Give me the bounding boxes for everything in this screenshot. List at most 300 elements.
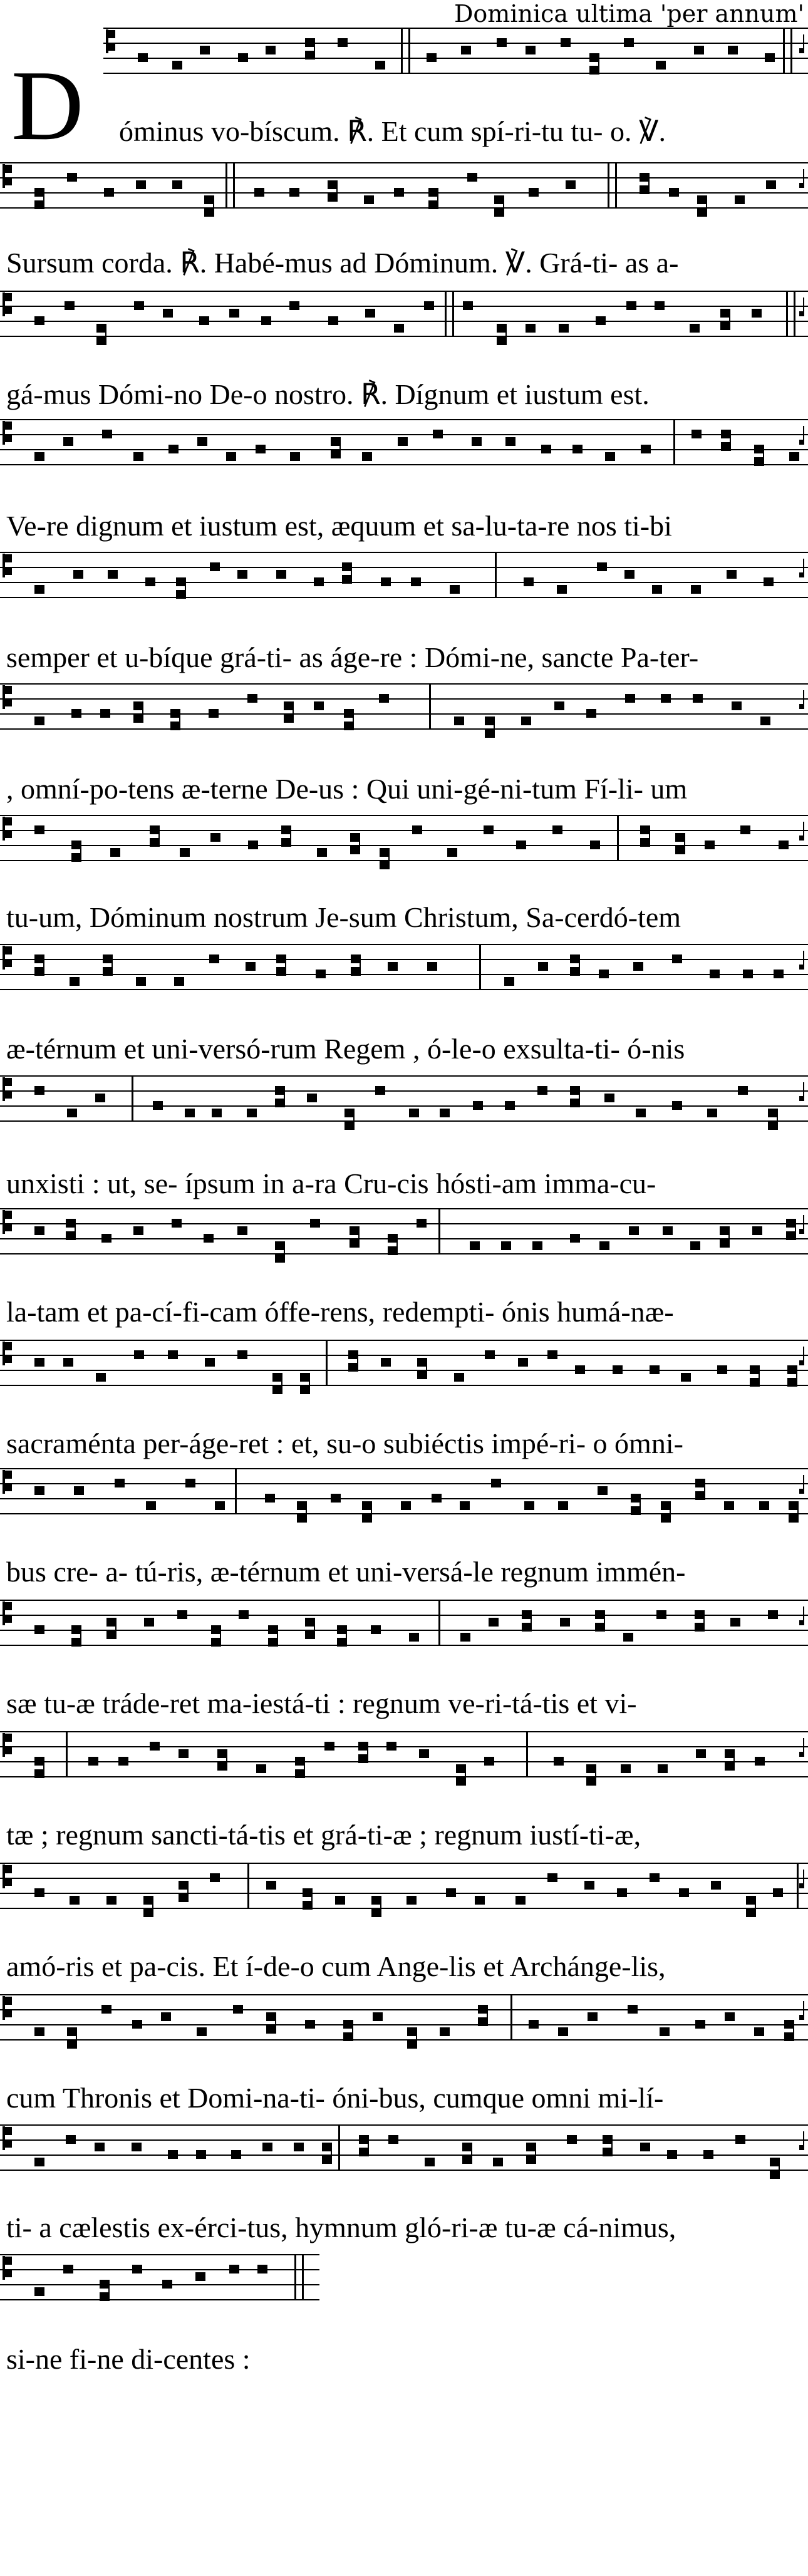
podatus-neume xyxy=(352,2020,353,2041)
punctum-neume xyxy=(179,1881,189,1890)
punctum-neume xyxy=(693,694,703,703)
punctum-neume xyxy=(779,841,789,849)
podatus-neume xyxy=(176,590,186,599)
custos-icon xyxy=(803,1475,804,1491)
punctum-neume xyxy=(34,1757,44,1766)
podatus-neume xyxy=(695,1491,705,1500)
punctum-neume xyxy=(247,694,257,703)
punctum-neume xyxy=(305,38,315,47)
podatus-neume xyxy=(80,841,81,862)
custos-icon xyxy=(803,426,804,442)
punctum-neume xyxy=(631,1494,641,1503)
punctum-neume xyxy=(344,709,354,718)
punctum-neume xyxy=(470,1241,480,1250)
podatus-neume xyxy=(105,324,106,345)
podatus-neume xyxy=(303,1901,313,1910)
punctum-neume xyxy=(432,1494,442,1503)
punctum-neume xyxy=(314,701,324,710)
punctum-neume xyxy=(516,841,526,849)
punctum-neume xyxy=(557,585,567,594)
punctum-neume xyxy=(489,1618,499,1627)
punctum-neume xyxy=(145,577,155,586)
punctum-neume xyxy=(518,1358,528,1367)
punctum-neume xyxy=(34,954,44,963)
punctum-neume xyxy=(735,195,745,204)
punctum-neume xyxy=(547,1350,557,1359)
punctum-neume xyxy=(695,2020,705,2029)
punctum-neume xyxy=(603,2135,613,2144)
podatus-neume xyxy=(353,709,354,730)
podatus-neume xyxy=(729,309,730,330)
punctum-neume xyxy=(720,1226,730,1235)
staff-system xyxy=(0,552,808,599)
punctum-neume xyxy=(101,1234,111,1243)
punctum-neume xyxy=(197,437,207,446)
podatus-neume xyxy=(295,1769,305,1778)
lyric-line: gá-mus Dómi-no De-o nostro. ℟. Dígnum et iustum est. xyxy=(6,378,650,410)
punctum-neume xyxy=(640,825,650,834)
punctum-neume xyxy=(66,2135,76,2144)
lyric-line: Ve-re dignum et iustum est, æquum et sa-lu-ta-re nos ti-bi xyxy=(6,510,672,542)
punctum-neume xyxy=(440,1109,450,1117)
punctum-neume xyxy=(70,977,80,986)
c-clef-icon xyxy=(3,817,5,841)
c-clef-icon xyxy=(3,1342,5,1365)
punctum-neume xyxy=(599,970,609,978)
double-bar xyxy=(302,2255,304,2300)
punctum-neume xyxy=(558,2027,568,2036)
double-bar xyxy=(445,291,447,336)
punctum-neume xyxy=(247,1109,257,1117)
punctum-neume xyxy=(667,2150,677,2159)
podatus-neume xyxy=(640,185,650,194)
punctum-neume xyxy=(34,316,44,325)
punctum-neume xyxy=(446,1888,456,1897)
punctum-neume xyxy=(239,1610,249,1619)
punctum-neume xyxy=(766,180,776,189)
staff-system xyxy=(0,420,808,466)
punctum-neume xyxy=(588,2012,598,2021)
punctum-neume xyxy=(485,716,495,725)
punctum-neume xyxy=(624,570,634,579)
podatus-neume xyxy=(721,442,731,451)
podatus-neume xyxy=(380,861,390,869)
podatus-neume xyxy=(796,1365,797,1387)
punctum-neume xyxy=(364,195,374,204)
podatus-neume xyxy=(695,1623,705,1632)
punctum-neume xyxy=(505,437,515,446)
punctum-neume xyxy=(765,53,775,62)
podatus-neume xyxy=(76,2027,77,2049)
podatus-neume xyxy=(290,825,291,847)
podatus-neume xyxy=(351,967,361,976)
punctum-neume xyxy=(467,173,477,182)
punctum-neume xyxy=(34,585,44,594)
punctum-neume xyxy=(691,430,702,438)
punctum-neume xyxy=(537,1086,547,1095)
staff-system xyxy=(0,1600,808,1647)
punctum-neume xyxy=(266,46,276,54)
custos-icon xyxy=(803,1606,804,1623)
punctum-neume xyxy=(560,1618,570,1627)
punctum-neume xyxy=(104,188,114,197)
podatus-neume xyxy=(598,53,599,75)
staff-system xyxy=(0,944,808,990)
podatus-neume xyxy=(66,1231,76,1240)
punctum-neume xyxy=(362,1501,372,1510)
punctum-neume xyxy=(411,577,421,586)
c-clef-icon xyxy=(3,685,5,709)
podatus-neume xyxy=(649,825,650,847)
c-clef-icon xyxy=(3,164,5,188)
punctum-neume xyxy=(760,716,770,725)
podatus-neume xyxy=(306,1501,307,1523)
podatus-neume xyxy=(648,173,650,194)
punctum-neume xyxy=(774,970,784,978)
punctum-neume xyxy=(661,1501,671,1510)
custos-icon xyxy=(803,1347,804,1363)
punctum-neume xyxy=(237,1226,247,1235)
punctum-neume xyxy=(210,1873,220,1882)
double-bar xyxy=(794,291,795,336)
punctum-neume xyxy=(586,709,596,718)
podatus-neume xyxy=(309,1373,310,1394)
punctum-neume xyxy=(695,1479,705,1487)
punctum-neume xyxy=(34,1358,44,1367)
punctum-neume xyxy=(200,46,210,54)
staff-system xyxy=(0,2255,319,2301)
punctum-neume xyxy=(65,301,75,310)
staff-system xyxy=(0,1863,808,1917)
podatus-neume xyxy=(465,1764,466,1786)
punctum-neume xyxy=(176,577,186,586)
punctum-neume xyxy=(73,570,83,579)
punctum-neume xyxy=(102,430,112,438)
punctum-neume xyxy=(597,562,607,571)
punctum-neume xyxy=(153,1101,163,1110)
podatus-neume xyxy=(277,1625,278,1647)
punctum-neume xyxy=(209,709,219,718)
staff-system xyxy=(103,28,808,75)
podatus-neume xyxy=(371,1501,372,1523)
punctum-neume xyxy=(427,53,437,62)
punctum-neume xyxy=(787,1365,797,1374)
punctum-neume xyxy=(96,324,106,333)
divisio-bar xyxy=(247,1863,249,1908)
divisio-bar xyxy=(438,1600,440,1645)
punctum-neume xyxy=(316,970,326,978)
score-title: Dominica ultima 'per annum' xyxy=(453,0,804,28)
punctum-neume xyxy=(522,1610,532,1619)
punctum-neume xyxy=(596,316,606,325)
custos-icon xyxy=(803,2131,804,2148)
podatus-neume xyxy=(604,1610,605,1632)
podatus-neume xyxy=(311,1888,313,1910)
punctum-neume xyxy=(34,1226,44,1235)
punctum-neume xyxy=(493,2158,503,2166)
custos-icon xyxy=(803,559,804,575)
punctum-neume xyxy=(672,1101,682,1110)
punctum-neume xyxy=(67,173,77,182)
punctum-neume xyxy=(132,2143,142,2151)
punctum-neume xyxy=(407,2027,417,2036)
punctum-neume xyxy=(554,701,564,710)
punctum-neume xyxy=(266,2012,276,2021)
punctum-neume xyxy=(210,562,220,571)
podatus-neume xyxy=(344,722,354,730)
podatus-neume xyxy=(789,1514,799,1523)
punctum-neume xyxy=(34,1086,44,1095)
punctum-neume xyxy=(559,324,569,333)
punctum-neume xyxy=(478,2005,488,2014)
lyric-line: óminus vo-bíscum. ℟. Et cum spí-ri-tu tu- o. ℣. xyxy=(119,115,666,147)
podatus-neume xyxy=(505,324,507,345)
podatus-neume xyxy=(217,1762,227,1771)
punctum-neume xyxy=(305,1618,315,1627)
podatus-neume xyxy=(357,1350,358,1372)
staff-system xyxy=(0,291,808,345)
podatus-neume xyxy=(611,2135,613,2156)
podatus-neume xyxy=(603,2148,613,2156)
podatus-neume xyxy=(284,714,294,723)
podatus-neume xyxy=(462,2155,472,2164)
punctum-neume xyxy=(67,1109,77,1117)
staff-system xyxy=(0,1076,808,1130)
punctum-neume xyxy=(34,1888,44,1897)
lyric-line: , omní-po-tens æ-terne De-us : Qui uni-gé-ni-tum Fí-li- um xyxy=(6,773,688,805)
divisio-bar xyxy=(510,1995,512,2040)
punctum-neume xyxy=(669,188,679,197)
punctum-neume xyxy=(185,1479,195,1487)
c-clef-icon xyxy=(3,421,5,445)
punctum-neume xyxy=(233,2005,243,2014)
podatus-neume xyxy=(226,1749,227,1771)
punctum-neume xyxy=(115,1479,125,1487)
punctum-neume xyxy=(262,2143,272,2151)
punctum-neume xyxy=(343,2020,353,2029)
podatus-neume xyxy=(344,1121,355,1130)
podatus-neume xyxy=(275,2012,276,2034)
lyric-line: ti- a cælestis ex-érci-tus, hymnum gló-ri-æ tu-æ cá-nimus, xyxy=(6,2211,676,2243)
podatus-neume xyxy=(697,208,707,217)
podatus-neume xyxy=(471,2143,472,2164)
punctum-neume xyxy=(168,2150,178,2159)
punctum-neume xyxy=(460,1633,470,1642)
punctum-neume xyxy=(624,38,634,47)
punctum-neume xyxy=(696,1749,706,1758)
punctum-neume xyxy=(170,709,180,718)
podatus-neume xyxy=(304,1757,305,1778)
punctum-neume xyxy=(768,1610,778,1619)
podatus-neume xyxy=(150,838,160,847)
podatus-neume xyxy=(706,195,707,217)
punctum-neume xyxy=(237,570,247,579)
punctum-neume xyxy=(754,2027,764,2036)
punctum-neume xyxy=(386,1742,396,1751)
staff-system xyxy=(0,163,808,217)
punctum-neume xyxy=(589,53,599,62)
punctum-neume xyxy=(134,1350,144,1359)
podatus-neume xyxy=(350,846,360,854)
podatus-neume xyxy=(204,208,214,217)
punctum-neume xyxy=(409,1633,419,1642)
punctum-neume xyxy=(371,1896,381,1905)
lyric-line: la-tam et pa-cí-fi-cam óffe-rens, redempti- ónis humá-næ- xyxy=(6,1296,674,1328)
punctum-neume xyxy=(738,1086,748,1095)
punctum-neume xyxy=(34,1625,44,1634)
punctum-neume xyxy=(754,445,764,453)
podatus-neume xyxy=(531,1610,532,1632)
podatus-neume xyxy=(314,38,315,59)
punctum-neume xyxy=(394,188,404,197)
podatus-neume xyxy=(793,2020,794,2041)
podatus-neume xyxy=(768,1121,778,1130)
divisio-bar xyxy=(673,420,675,465)
podatus-neume xyxy=(787,1378,797,1387)
podatus-neume xyxy=(640,838,650,847)
punctum-neume xyxy=(505,1101,515,1110)
podatus-neume xyxy=(43,1757,44,1778)
punctum-neume xyxy=(66,1219,76,1228)
punctum-neume xyxy=(168,1350,178,1359)
punctum-neume xyxy=(371,1625,381,1634)
punctum-neume xyxy=(730,1618,740,1627)
lyric-line: si-ne fi-ne di-centes : xyxy=(6,2343,251,2375)
punctum-neume xyxy=(752,309,762,318)
punctum-neume xyxy=(526,324,536,333)
punctum-neume xyxy=(34,2027,44,2036)
punctum-neume xyxy=(375,1086,385,1095)
podatus-neume xyxy=(494,716,495,738)
punctum-neume xyxy=(652,585,662,594)
podatus-neume xyxy=(211,1638,221,1647)
punctum-neume xyxy=(34,2158,44,2166)
punctum-neume xyxy=(95,2143,105,2151)
podatus-neume xyxy=(34,967,44,976)
punctum-neume xyxy=(265,1494,275,1503)
punctum-neume xyxy=(289,301,299,310)
punctum-neume xyxy=(703,2150,713,2159)
punctum-neume xyxy=(789,452,799,461)
podatus-neume xyxy=(43,954,44,976)
punctum-neume xyxy=(34,188,44,197)
punctum-neume xyxy=(172,180,182,189)
punctum-neume xyxy=(162,2280,172,2289)
podatus-neume xyxy=(297,1514,307,1523)
divisio-bar xyxy=(617,815,619,861)
punctum-neume xyxy=(337,1625,347,1634)
c-clef-icon xyxy=(106,29,108,53)
punctum-neume xyxy=(196,2150,206,2159)
punctum-neume xyxy=(67,2027,77,2036)
podatus-neume xyxy=(281,1373,282,1394)
punctum-neume xyxy=(174,977,184,986)
punctum-neume xyxy=(695,1610,705,1619)
punctum-neume xyxy=(460,1501,470,1510)
punctum-neume xyxy=(197,2027,207,2036)
punctum-neume xyxy=(100,2280,110,2289)
double-bar xyxy=(790,28,792,73)
punctum-neume xyxy=(359,2135,369,2144)
punctum-neume xyxy=(626,301,636,310)
punctum-neume xyxy=(473,1101,483,1110)
punctum-neume xyxy=(694,46,704,54)
c-clef-icon xyxy=(3,1470,5,1494)
c-clef-icon xyxy=(3,1077,5,1101)
podatus-neume xyxy=(348,1363,358,1372)
podatus-neume xyxy=(586,1777,596,1786)
c-clef-icon xyxy=(3,1601,5,1625)
punctum-neume xyxy=(118,1757,128,1766)
punctum-neume xyxy=(728,46,738,54)
punctum-neume xyxy=(586,1764,596,1773)
podatus-neume xyxy=(353,1109,355,1130)
punctum-neume xyxy=(350,1226,360,1235)
divisio-bar xyxy=(326,1340,328,1385)
punctum-neume xyxy=(34,716,44,725)
podatus-neume xyxy=(570,967,580,976)
divisio-bar xyxy=(132,1076,133,1121)
punctum-neume xyxy=(679,1888,689,1897)
punctum-neume xyxy=(275,1086,285,1095)
punctum-neume xyxy=(276,570,286,579)
punctum-neume xyxy=(570,1086,580,1095)
punctum-neume xyxy=(425,2158,435,2166)
podatus-neume xyxy=(143,1908,153,1917)
divisio-bar xyxy=(429,684,431,729)
punctum-neume xyxy=(524,577,534,586)
punctum-neume xyxy=(721,430,731,438)
lyric-line: tæ ; regnum sancti-tá-tis et grá-ti-æ ; regnum iustí-ti-æ, xyxy=(6,1819,641,1851)
lyric-line: bus cre- a- tú-ris, æ-térnum et uni-versá-le regnum immén- xyxy=(6,1556,686,1588)
podatus-neume xyxy=(67,2040,77,2049)
podatus-neume xyxy=(570,1099,580,1107)
podatus-neume xyxy=(360,954,361,976)
podatus-neume xyxy=(275,1254,285,1263)
punctum-neume xyxy=(314,577,324,586)
custos-icon xyxy=(803,690,804,706)
punctum-neume xyxy=(605,452,615,461)
punctum-neume xyxy=(133,452,143,461)
podatus-neume xyxy=(795,1219,796,1240)
punctum-neume xyxy=(215,1501,225,1510)
staff-system xyxy=(0,1995,808,2049)
podatus-neume xyxy=(661,1514,671,1523)
punctum-neume xyxy=(743,970,753,978)
lyric-line: Sursum corda. ℟. Habé-mus ad Dóminum. ℣. Grá-ti- as a- xyxy=(6,247,679,279)
punctum-neume xyxy=(71,709,81,718)
punctum-neume xyxy=(725,1749,735,1758)
punctum-neume xyxy=(650,1365,660,1374)
punctum-neume xyxy=(281,825,291,834)
podatus-neume xyxy=(343,2032,353,2041)
punctum-neume xyxy=(272,1373,282,1382)
podatus-neume xyxy=(71,1638,81,1647)
punctum-neume xyxy=(705,841,715,849)
punctum-neume xyxy=(63,437,73,446)
custos-icon xyxy=(803,1870,804,1886)
c-clef-icon xyxy=(3,946,5,970)
punctum-neume xyxy=(504,977,514,986)
punctum-neume xyxy=(590,841,600,849)
custos-icon xyxy=(803,1082,804,1099)
punctum-neume xyxy=(650,1873,660,1882)
podatus-neume xyxy=(786,1231,796,1240)
podatus-neume xyxy=(276,967,286,976)
punctum-neume xyxy=(108,570,118,579)
punctum-neume xyxy=(275,1241,285,1250)
punctum-neume xyxy=(598,1486,608,1495)
